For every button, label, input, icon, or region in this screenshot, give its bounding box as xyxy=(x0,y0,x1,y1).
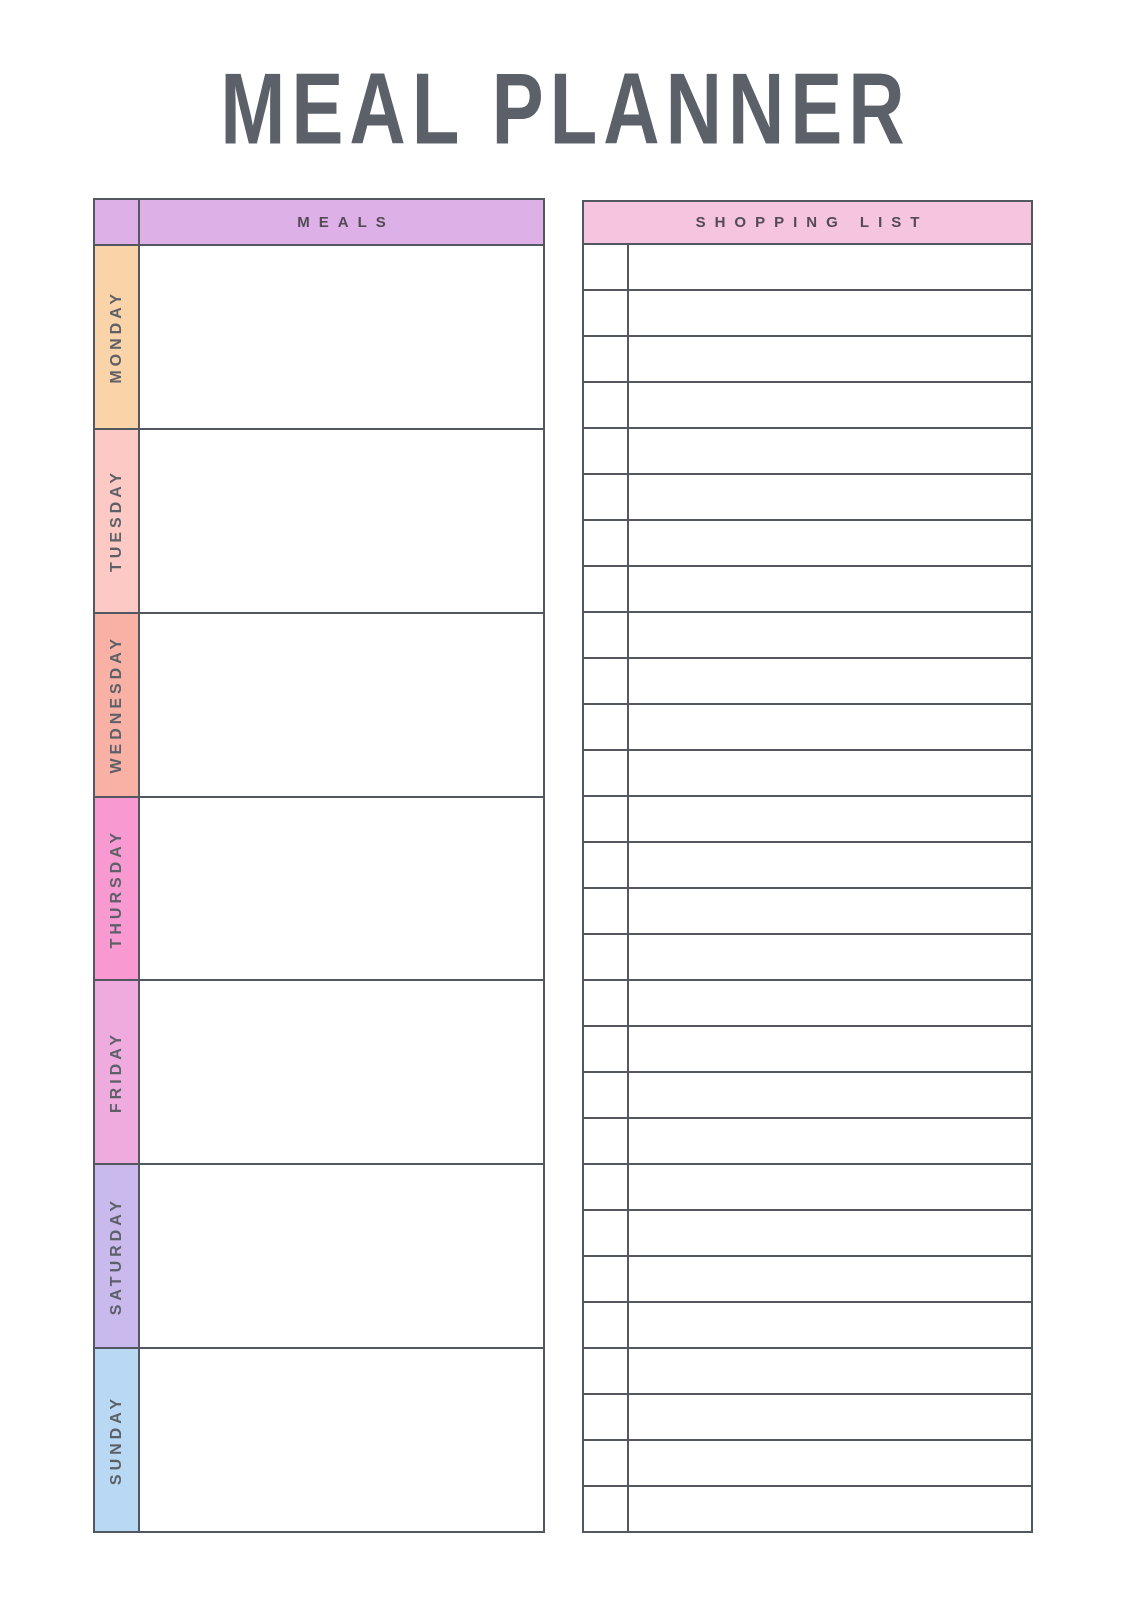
checkbox-cell[interactable] xyxy=(584,705,629,749)
shopping-item-cell[interactable] xyxy=(629,1211,1031,1255)
shopping-item-cell[interactable] xyxy=(629,1303,1031,1347)
shopping-list-row xyxy=(584,245,1031,291)
day-label-cell xyxy=(95,614,140,796)
meal-entry-cell[interactable] xyxy=(140,798,543,980)
shopping-list-row xyxy=(584,1165,1031,1211)
shopping-item-cell[interactable] xyxy=(629,1165,1031,1209)
shopping-item-cell[interactable] xyxy=(629,1395,1031,1439)
checkbox-cell[interactable] xyxy=(584,1165,629,1209)
shopping-list-row xyxy=(584,1119,1031,1165)
day-row xyxy=(95,1349,543,1531)
day-label: TUESDAY xyxy=(107,469,125,573)
shopping-list-row xyxy=(584,1395,1031,1441)
shopping-list-row xyxy=(584,797,1031,843)
checkbox-cell[interactable] xyxy=(584,1487,629,1531)
checkbox-cell[interactable] xyxy=(584,889,629,933)
checkbox-cell[interactable] xyxy=(584,429,629,473)
shopping-list-row xyxy=(584,521,1031,567)
shopping-item-cell[interactable] xyxy=(629,521,1031,565)
day-row xyxy=(95,981,543,1165)
shopping-list-row xyxy=(584,567,1031,613)
shopping-list-row xyxy=(584,475,1031,521)
shopping-item-cell[interactable] xyxy=(629,291,1031,335)
shopping-list-row xyxy=(584,705,1031,751)
shopping-item-cell[interactable] xyxy=(629,1073,1031,1117)
checkbox-cell[interactable] xyxy=(584,245,629,289)
shopping-item-cell[interactable] xyxy=(629,935,1031,979)
shopping-item-cell[interactable] xyxy=(629,659,1031,703)
day-label: THURSDAY xyxy=(107,828,125,949)
shopping-item-cell[interactable] xyxy=(629,981,1031,1025)
day-label: SATURDAY xyxy=(107,1197,125,1316)
shopping-list-row xyxy=(584,1027,1031,1073)
checkbox-cell[interactable] xyxy=(584,1211,629,1255)
checkbox-cell[interactable] xyxy=(584,935,629,979)
checkbox-cell[interactable] xyxy=(584,1303,629,1347)
shopping-list-header-label: SHOPPING LIST xyxy=(695,214,929,231)
meals-table xyxy=(93,198,545,1533)
meals-table-body xyxy=(95,246,543,1531)
day-label-cell xyxy=(95,1165,140,1347)
shopping-list-row xyxy=(584,1257,1031,1303)
shopping-list-row xyxy=(584,751,1031,797)
meal-entry-cell[interactable] xyxy=(140,246,543,428)
shopping-item-cell[interactable] xyxy=(629,1349,1031,1393)
meals-header-label: MEALS xyxy=(297,213,395,231)
shopping-list-row xyxy=(584,1349,1031,1395)
meals-header-corner-cell xyxy=(95,200,140,244)
checkbox-cell[interactable] xyxy=(584,291,629,335)
checkbox-cell[interactable] xyxy=(584,843,629,887)
shopping-item-cell[interactable] xyxy=(629,613,1031,657)
shopping-list-header-cell xyxy=(584,202,1031,245)
meals-header-cell xyxy=(140,200,543,244)
shopping-item-cell[interactable] xyxy=(629,337,1031,381)
shopping-item-cell[interactable] xyxy=(629,751,1031,795)
checkbox-cell[interactable] xyxy=(584,1395,629,1439)
checkbox-cell[interactable] xyxy=(584,521,629,565)
shopping-list-row xyxy=(584,337,1031,383)
day-label: FRIDAY xyxy=(107,1031,125,1114)
day-row xyxy=(95,1165,543,1349)
shopping-list-row xyxy=(584,889,1031,935)
shopping-item-cell[interactable] xyxy=(629,429,1031,473)
shopping-item-cell[interactable] xyxy=(629,889,1031,933)
shopping-item-cell[interactable] xyxy=(629,383,1031,427)
meal-entry-cell[interactable] xyxy=(140,1349,543,1531)
shopping-item-cell[interactable] xyxy=(629,475,1031,519)
meal-entry-cell[interactable] xyxy=(140,981,543,1163)
day-row xyxy=(95,246,543,430)
day-label: MONDAY xyxy=(107,290,125,384)
page-title: MEAL PLANNER xyxy=(220,51,911,166)
shopping-list-row xyxy=(584,291,1031,337)
shopping-list-row xyxy=(584,1487,1031,1531)
day-row xyxy=(95,798,543,982)
checkbox-cell[interactable] xyxy=(584,1441,629,1485)
day-label-cell xyxy=(95,798,140,980)
checkbox-cell[interactable] xyxy=(584,1119,629,1163)
shopping-list-row xyxy=(584,383,1031,429)
shopping-list-row xyxy=(584,659,1031,705)
checkbox-cell[interactable] xyxy=(584,337,629,381)
checkbox-cell[interactable] xyxy=(584,1027,629,1071)
shopping-list-body xyxy=(584,245,1031,1531)
day-row xyxy=(95,430,543,614)
shopping-item-cell[interactable] xyxy=(629,797,1031,841)
day-label-cell xyxy=(95,430,140,612)
checkbox-cell[interactable] xyxy=(584,1073,629,1117)
shopping-list-row xyxy=(584,429,1031,475)
day-label-cell xyxy=(95,246,140,428)
day-label: WEDNESDAY xyxy=(107,635,125,774)
day-label-cell xyxy=(95,981,140,1163)
checkbox-cell[interactable] xyxy=(584,383,629,427)
shopping-item-cell[interactable] xyxy=(629,1027,1031,1071)
shopping-item-cell[interactable] xyxy=(629,1257,1031,1301)
shopping-list-row xyxy=(584,1303,1031,1349)
checkbox-cell[interactable] xyxy=(584,659,629,703)
meal-entry-cell[interactable] xyxy=(140,430,543,612)
shopping-list-row xyxy=(584,613,1031,659)
shopping-list-row xyxy=(584,1441,1031,1487)
shopping-list-row xyxy=(584,935,1031,981)
checkbox-cell[interactable] xyxy=(584,1257,629,1301)
checkbox-cell[interactable] xyxy=(584,1349,629,1393)
shopping-item-cell[interactable] xyxy=(629,245,1031,289)
checkbox-cell[interactable] xyxy=(584,981,629,1025)
meal-entry-cell[interactable] xyxy=(140,1165,543,1347)
day-row xyxy=(95,614,543,798)
shopping-item-cell[interactable] xyxy=(629,567,1031,611)
shopping-list-row xyxy=(584,843,1031,889)
shopping-item-cell[interactable] xyxy=(629,1487,1031,1531)
checkbox-cell[interactable] xyxy=(584,475,629,519)
shopping-list-row xyxy=(584,1211,1031,1257)
shopping-list-row xyxy=(584,981,1031,1027)
shopping-item-cell[interactable] xyxy=(629,1441,1031,1485)
checkbox-cell[interactable] xyxy=(584,613,629,657)
shopping-item-cell[interactable] xyxy=(629,843,1031,887)
day-label-cell xyxy=(95,1349,140,1531)
shopping-list-row xyxy=(584,1073,1031,1119)
checkbox-cell[interactable] xyxy=(584,567,629,611)
shopping-item-cell[interactable] xyxy=(629,1119,1031,1163)
checkbox-cell[interactable] xyxy=(584,797,629,841)
day-label: SUNDAY xyxy=(107,1395,125,1486)
meals-header-row xyxy=(95,200,543,246)
shopping-list-table xyxy=(582,200,1033,1533)
shopping-item-cell[interactable] xyxy=(629,705,1031,749)
meal-entry-cell[interactable] xyxy=(140,614,543,796)
checkbox-cell[interactable] xyxy=(584,751,629,795)
